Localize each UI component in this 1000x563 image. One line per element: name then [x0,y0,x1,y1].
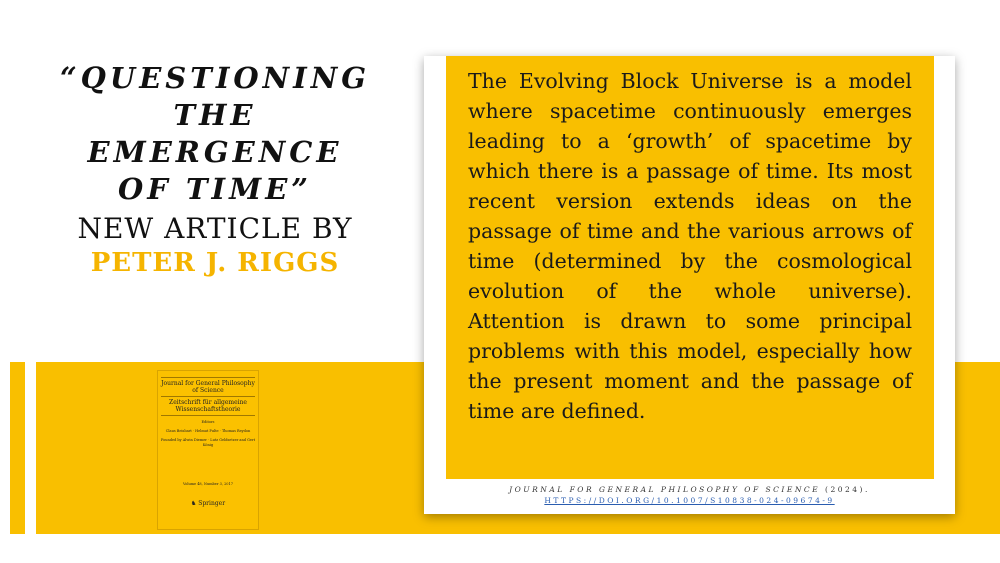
citation-year: (2024). [820,485,870,494]
author-name: PETER J. RIGGS [90,248,340,278]
cover-volume: Volume 48, Number 3, 2017 [183,482,233,486]
springer-horse-icon: ♞ [190,500,197,507]
headline-line: EMERGENCE [87,135,343,169]
citation-journal: JOURNAL FOR GENERAL PHILOSOPHY OF SCIENCE [509,485,821,494]
citation-doi-link[interactable]: HTTPS://DOI.ORG/10.1007/S10838-024-09674-9 [544,496,835,505]
cover-editors-label: Editors [201,420,215,424]
quote-card [424,56,955,514]
headline-line: OF TIME” [118,172,312,206]
quote-box [446,56,934,479]
accent-stripe [10,362,25,534]
cover-journal-title-de: Zeitschrift für allgemeine Wissenschaftstheorie [169,399,247,413]
journal-cover-image [157,370,259,530]
headline-line: “QUESTIONING [59,61,371,95]
subtitle: NEW ARTICLE BY [77,212,353,245]
headline-line: THE [173,98,257,132]
cover-founders: Founded by Alwin Diemer · Lutz Geldsetzer and Gert König [160,438,256,447]
abstract-quote: The Evolving Block Universe is a model where spacetime continuously emerges leading to a ‘growth’ of spacetime by which there is a passage of time. Its most recent version extends ideas on the passage of time and the various arrows of time (determined by the cosmological evolution of the whole universe). Attention is drawn to some principal problems with this model, especially how the present moment and the passage of time are defined. [468,69,912,423]
citation [424,484,955,506]
cover-publisher-logo [158,500,258,507]
headline-block [40,60,390,280]
cover-journal-title-en: Journal for General Philosophy of Science [161,380,255,394]
cover-editors: Claus Beisbart · Helmut Pulte · Thomas Reydon [165,429,251,433]
cover-publisher: Springer [198,500,226,507]
